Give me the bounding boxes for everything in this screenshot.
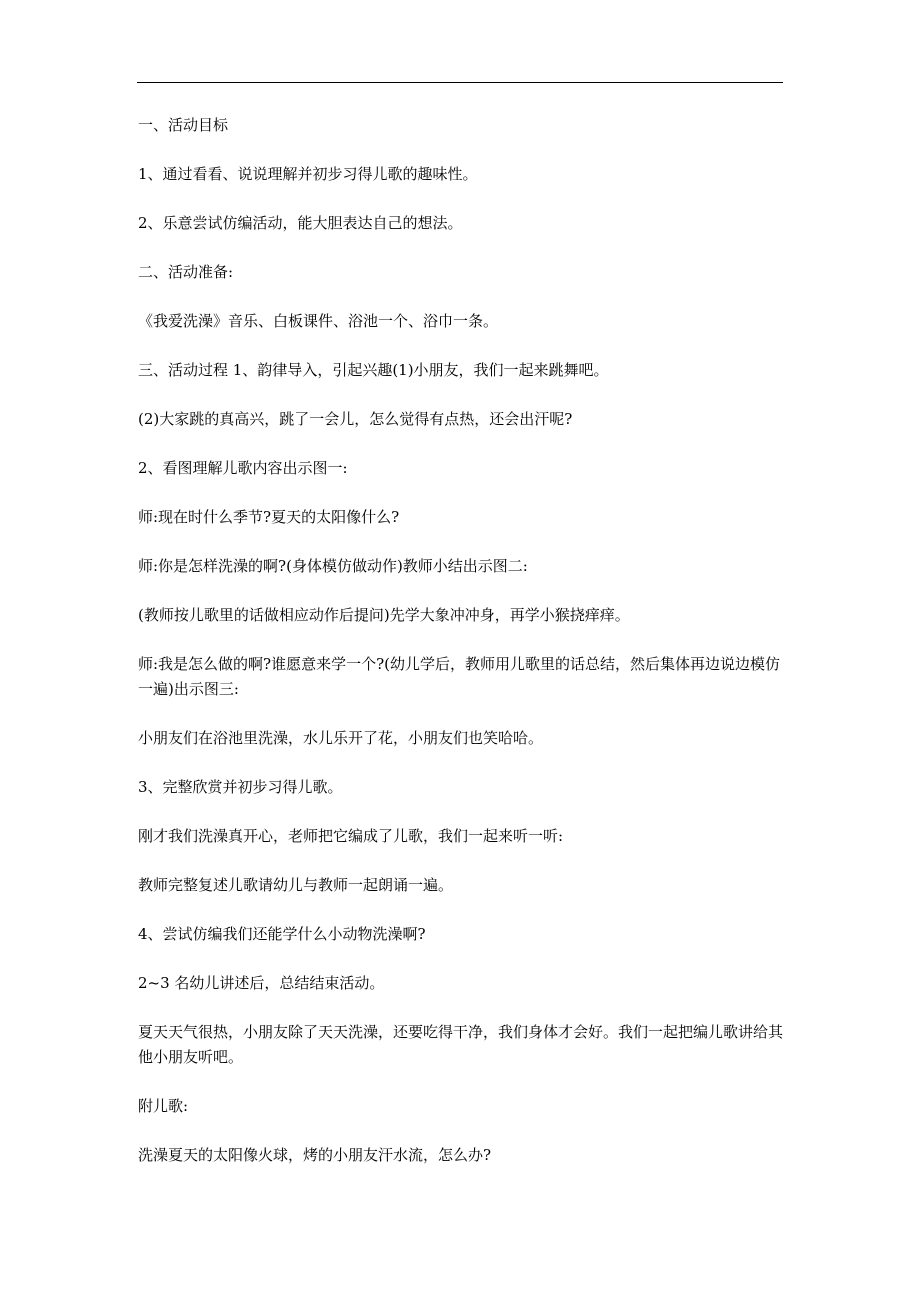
paragraph: 2、乐意尝试仿编活动，能大胆表达自己的想法。 [138, 214, 463, 232]
section-heading-goals: 一、活动目标 [138, 116, 229, 134]
paragraph: 师:现在时什么季节?夏天的太阳像什么? [138, 508, 400, 526]
paragraph: 刚才我们洗澡真开心，老师把它编成了儿歌，我们一起来听一听: [138, 827, 564, 845]
paragraph: 4、尝试仿编我们还能学什么小动物洗澡啊? [138, 925, 426, 943]
paragraph: 附儿歌: [138, 1097, 189, 1115]
paragraph: 夏天天气很热，小朋友除了天天洗澡，还要吃得干净，我们身体才会好。我们一起把编儿歌讲给其他小朋友听吧。 [138, 1023, 784, 1066]
section-heading-preparation: 二、活动准备: [138, 263, 234, 281]
paragraph: 《我爱洗澡》音乐、白板课件、浴池一个、浴巾一条。 [138, 312, 499, 330]
paragraph: 1、通过看看、说说理解并初步习得儿歌的趣味性。 [138, 165, 478, 183]
paragraph: 2、看图理解儿歌内容出示图一: [138, 459, 348, 477]
paragraph: 师:你是怎样洗澡的啊?(身体模仿做动作)教师小结出示图二: [138, 557, 528, 575]
paragraph: (教师按儿歌里的话做相应动作后提问)先学大象冲冲身，再学小猴挠痒痒。 [138, 606, 630, 624]
paragraph: 教师完整复述儿歌请幼儿与教师一起朗诵一遍。 [138, 876, 454, 894]
header-rule [137, 82, 783, 83]
paragraph: 3、完整欣赏并初步习得儿歌。 [138, 778, 343, 796]
section-heading-process: 三、活动过程 1、韵律导入，引起兴趣(1)小朋友，我们一起来跳舞吧。 [138, 361, 609, 379]
paragraph: 小朋友们在浴池里洗澡，水儿乐开了花，小朋友们也笑哈哈。 [138, 729, 544, 747]
paragraph: (2)大家跳的真高兴，跳了一会儿，怎么觉得有点热，还会出汗呢? [138, 410, 573, 428]
paragraph: 洗澡夏天的太阳像火球，烤的小朋友汗水流，怎么办? [138, 1146, 492, 1164]
paragraph: 师:我是怎么做的啊?谁愿意来学一个?(幼儿学后，教师用儿歌里的话总结，然后集体再边说边模仿一遍)出示图三: [138, 655, 780, 698]
document-body [138, 113, 786, 1192]
paragraph: 2~3 名幼儿讲述后，总结结束活动。 [138, 974, 385, 992]
